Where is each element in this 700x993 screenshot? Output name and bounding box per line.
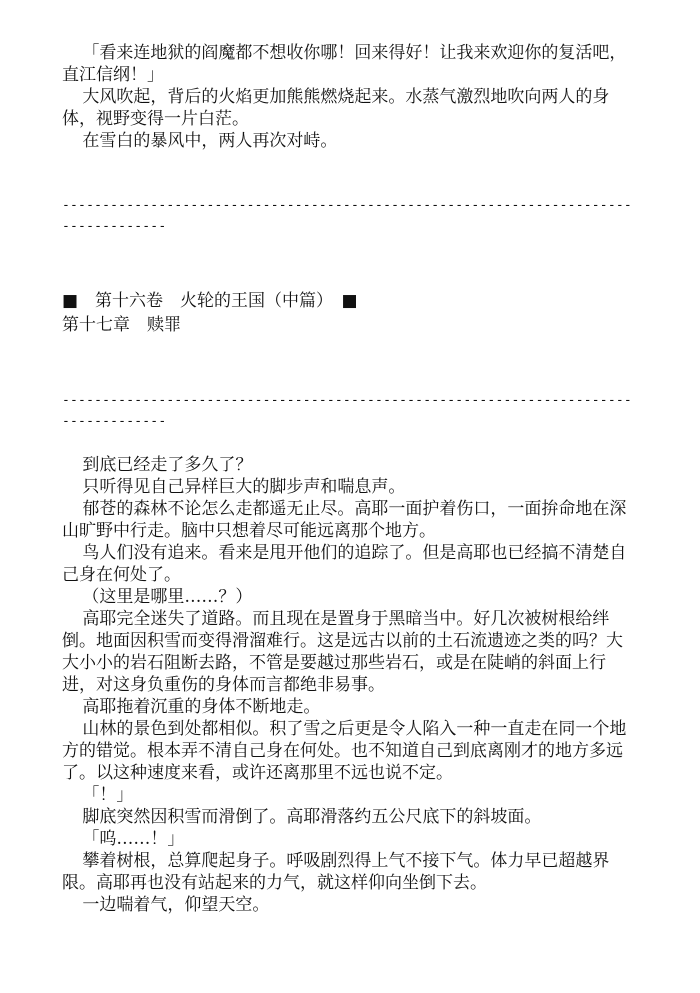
paragraph: 高耶完全迷失了道路。而且现在是置身于黑暗当中。好几次被树根给绊倒。地面因积雪而变得滑溜难行。这是远古以前的土石流遗迹之类的吗？大大小小的岩石阻断去路，不管是要越过那些岩石，或是在陡峭的斜面上行进，对这身负重伤的身体而言都绝非易事。	[62, 609, 623, 695]
paragraph: （这里是哪里……？）	[82, 587, 253, 607]
paragraph: 鸟人们没有追来。看来是甩开他们的追踪了。但是高耶也已经搞不清楚自己身在何处了。	[62, 543, 627, 585]
paragraph: 攀着树根，总算爬起身子。呼吸剧烈得上气不接下气。体力早已超越界限。高耶再也没有站起来的力气，就这样仰向坐倒下去。	[62, 851, 610, 893]
opening-section	[62, 42, 637, 152]
paragraph: 大风吹起，背后的火焰更加熊熊燃烧起来。水蒸气激烈地吹向两人的身体，视野变得一片白茫。	[62, 87, 610, 129]
volume-title: ■ 第十六卷 火轮的王国（中篇） ■	[62, 291, 358, 311]
paragraph: 郁苍的森林不论怎么走都遥无止尽。高耶一面护着伤口，一面拚命地在深山旷野中行走。脑中只想着尽可能远离那个地方。	[62, 499, 627, 541]
separator-line: ------------------------------------------------------------------------------------	[62, 393, 632, 429]
paragraph: 一边喘着气，仰望天空。	[82, 895, 270, 915]
chapter-heading	[62, 289, 637, 337]
chapter-body	[62, 454, 637, 916]
document-page	[62, 42, 637, 916]
paragraph: 山林的景色到处都相似。积了雪之后更是令人陷入一种一直走在同一个地方的错觉。根本弄不清自己身在何处。也不知道自己到底离刚才的地方多远了。以这种速度来看，或许还离那里不远也说不定。	[62, 719, 627, 783]
paragraph: 「看来连地狱的阎魔都不想收你哪！回来得好！让我来欢迎你的复活吧，直江信纲！」	[62, 43, 627, 85]
paragraph: 「！」	[82, 785, 134, 805]
paragraph: 到底已经走了多久了？	[82, 455, 253, 475]
paragraph: 脚底突然因积雪而滑倒了。高耶滑落约五公尺底下的斜坡面。	[82, 807, 542, 827]
separator-line: ------------------------------------------------------------------------------------	[62, 198, 632, 234]
paragraph: 高耶拖着沉重的身体不断地走。	[82, 697, 321, 717]
paragraph: 「呜……！」	[82, 829, 185, 849]
paragraph: 在雪白的暴风中，两人再次对峙。	[82, 131, 338, 151]
chapter-title: 第十七章 赎罪	[62, 315, 181, 335]
paragraph: 只听得见自己异样巨大的脚步声和喘息声。	[82, 477, 406, 497]
